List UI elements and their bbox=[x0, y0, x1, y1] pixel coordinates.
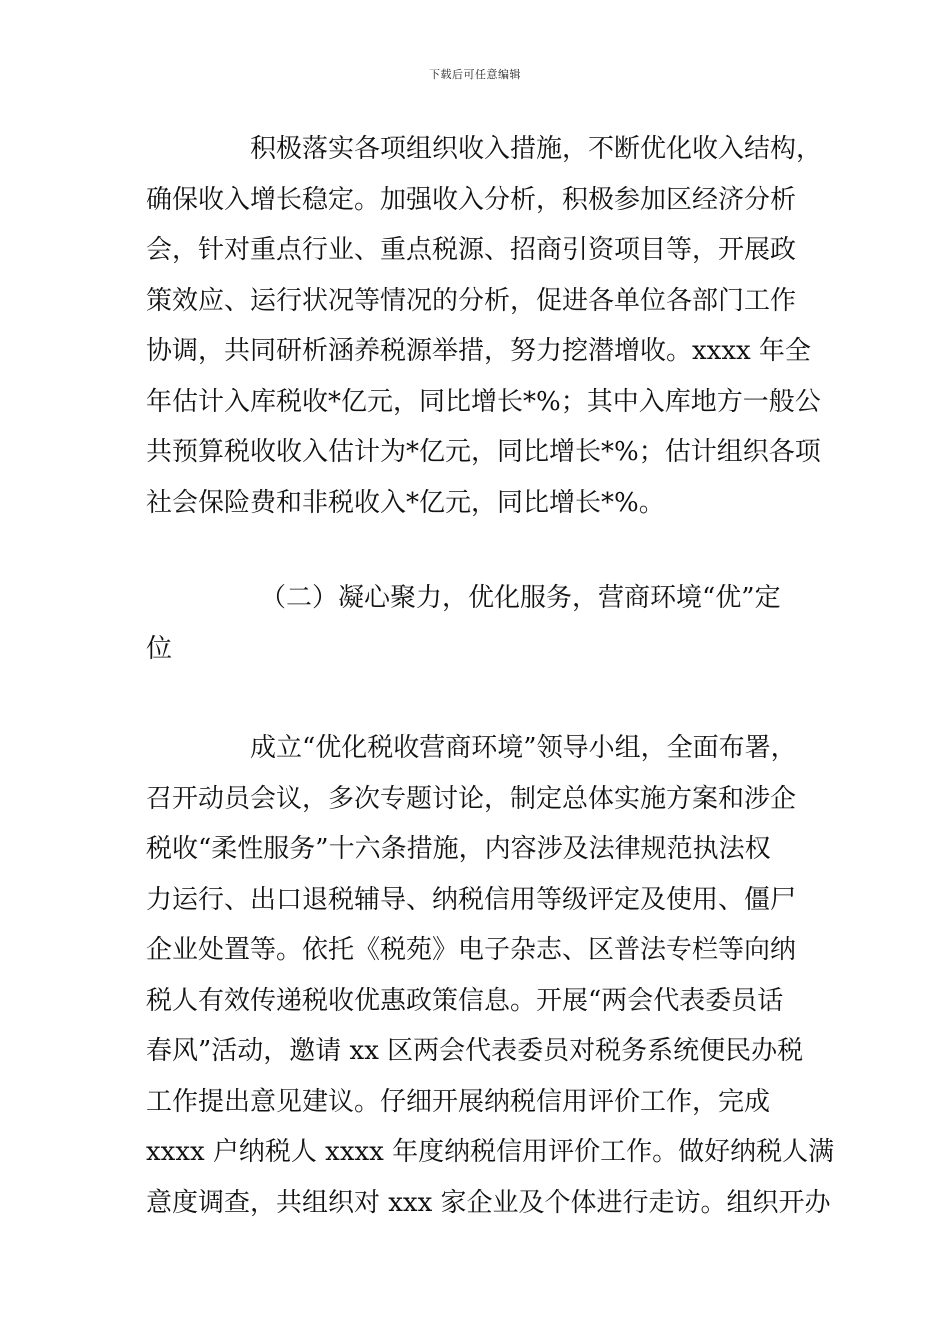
paragraph-line: 力运行、出口退税辅导、纳税信用等级评定及使用、僵尸 bbox=[146, 884, 797, 915]
paragraph-line: 企业处置等。依托《税苑》电子杂志、区普法专栏等向纳 bbox=[146, 935, 797, 965]
paragraph-line: 税人有效传递税收优惠政策信息。开展“两会代表委员话 bbox=[146, 985, 784, 1016]
paragraph-line: 社会保险费和非税收入*亿元，同比增长*%。 bbox=[146, 487, 665, 518]
page-header: 下载后可任意编辑 bbox=[429, 68, 521, 81]
paragraph-line: 工作提出意见建议。仔细开展纳税信用评价工作，完成 bbox=[146, 1086, 771, 1117]
paragraph-line: xxxx 户纳税人 xxxx 年度纳税信用评价工作。做好纳税人满 bbox=[146, 1137, 835, 1167]
paragraph-line: 召开动员会议，多次专题讨论，制定总体实施方案和涉企 bbox=[146, 783, 797, 814]
heading-line: （二）凝心聚力，优化服务，营商环境“优”定 bbox=[260, 583, 781, 613]
paragraph-line: 意度调查，共组织对 xxx 家企业及个体进行走访。组织开办 bbox=[146, 1187, 831, 1218]
paragraph-line: 春风”活动，邀请 xx 区两会代表委员对税务系统便民办税 bbox=[146, 1036, 804, 1066]
paragraph-line: 确保收入增长稳定。加强收入分析，积极参加区经济分析 bbox=[146, 184, 797, 215]
paragraph-line: 共预算税收收入估计为*亿元，同比增长*%；估计组织各项 bbox=[146, 437, 821, 467]
paragraph-line: 策效应、运行状况等情况的分析，促进各单位各部门工作 bbox=[146, 285, 797, 316]
paragraph-line: 会，针对重点行业、重点税源、招商引资项目等，开展政 bbox=[146, 235, 797, 265]
paragraph-service bbox=[146, 723, 835, 1228]
paragraph-line: 税收“柔性服务”十六条措施，内容涉及法律规范执法权 bbox=[146, 834, 771, 864]
paragraph-line: 成立“优化税收营商环境”领导小组，全面布署， bbox=[250, 733, 797, 763]
section-heading bbox=[146, 573, 811, 674]
paragraph-line: 积极落实各项组织收入措施，不断优化收入结构， bbox=[250, 134, 823, 164]
paragraph-line: 年估计入库税收*亿元，同比增长*%；其中入库地方一般公 bbox=[146, 386, 821, 417]
paragraph-line: 协调，共同研析涵养税源举措，努力挖潜增收。xxxx 年全 bbox=[146, 336, 811, 366]
heading-line: 位 bbox=[146, 633, 173, 664]
paragraph-revenue bbox=[146, 124, 823, 528]
